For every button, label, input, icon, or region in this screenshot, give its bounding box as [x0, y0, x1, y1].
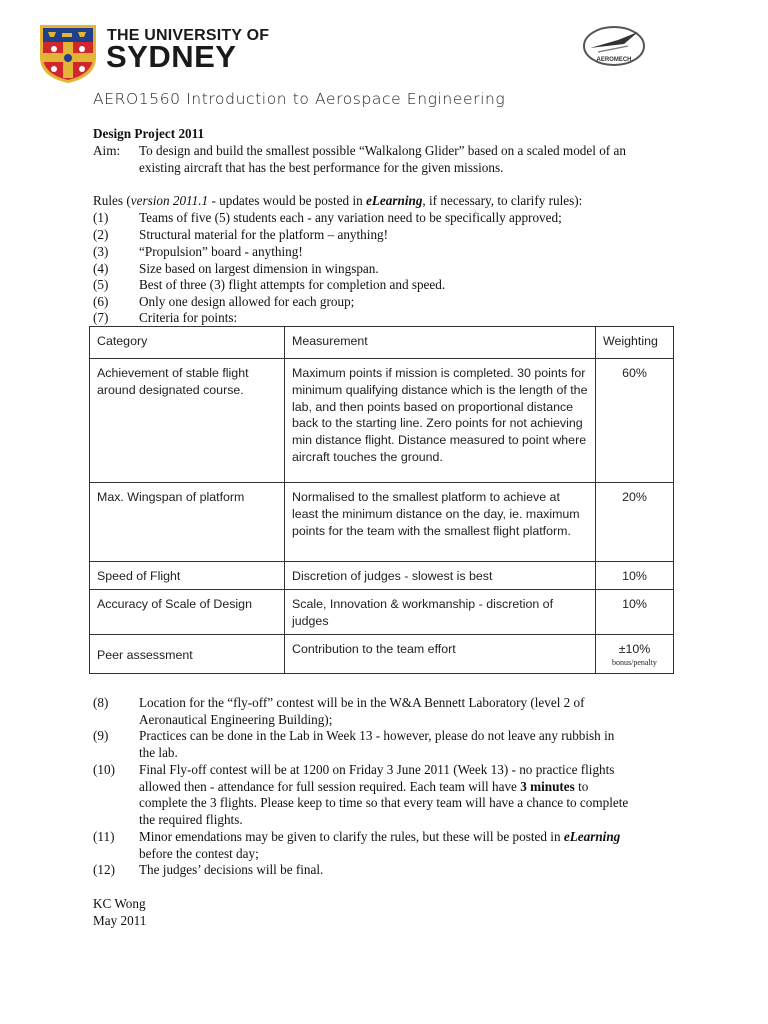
university-name-line1: THE UNIVERSITY OF [107, 27, 270, 44]
course-title: AERO1560 Introduction to Aerospace Engineering [93, 90, 506, 108]
rules-version: version 2011.1 [130, 193, 209, 208]
rule-number: (8) [93, 695, 109, 710]
category-cell: Achievement of stable flight around designated course. [90, 359, 285, 483]
rule-text-part: allowed then - attendance for full session required. Each team will have [139, 779, 521, 794]
category-cell: Speed of Flight [90, 562, 285, 590]
measurement-cell: Contribution to the team effort [285, 635, 596, 674]
rule-text: The judges’ decisions will be final. [139, 862, 324, 877]
table-row [90, 590, 674, 635]
table-row [90, 562, 674, 590]
weighting-cell: 60% [596, 359, 674, 483]
rules-intro-prefix: Rules ( [93, 193, 131, 208]
rule-elearning: eLearning [563, 829, 621, 844]
rule-number: (7) [93, 310, 109, 325]
table-row [90, 483, 674, 562]
rule-number: (3) [93, 244, 109, 259]
rule-text: Practices can be done in the Lab in Week 13 - however, please do not leave any rubbish in [139, 728, 615, 743]
weighting-cell: 10% [596, 590, 674, 635]
rule-text: Final Fly-off contest will be at 1200 on Friday 3 June 2011 (Week 13) - no practice flights [139, 762, 615, 777]
rule-text: Aeronautical Engineering Building); [139, 712, 333, 727]
weighting-value: ±10% [618, 642, 651, 656]
rule-number: (11) [93, 829, 115, 844]
document-date: May 2011 [93, 913, 147, 928]
rule-text: Structural material for the platform – anything! [139, 227, 389, 242]
aim-label: Aim: [93, 143, 121, 158]
weighting-cell: 20% [596, 483, 674, 562]
university-name-line2: SYDNEY [106, 39, 237, 74]
rule-number: (2) [93, 227, 109, 242]
measurement-cell: Scale, Innovation & workmanship - discretion of judges [285, 590, 596, 635]
weighting-note: bonus/penalty [612, 657, 657, 667]
rule-text-part: to [574, 779, 589, 794]
rule-number: (6) [93, 294, 109, 309]
rule-number: (9) [93, 728, 109, 743]
rule-number: (10) [93, 762, 115, 777]
table-header-cell: Weighting [596, 327, 674, 359]
category-cell: Max. Wingspan of platform [90, 483, 285, 562]
measurement-cell: Normalised to the smallest platform to achieve at least the minimum distance on the day, ie. maximum points for the team with the smallest flight platform. [285, 483, 596, 562]
rule-number: (12) [93, 862, 115, 877]
university-crest-icon [38, 23, 98, 85]
weighting-cell: 10% [596, 562, 674, 590]
rule-text [139, 829, 620, 846]
aim-line-1: To design and build the smallest possible “Walkalong Glider” based on a scaled model of an [139, 143, 626, 158]
rule-text: Location for the “fly-off” contest will be in the W&A Bennett Laboratory (level 2 of [139, 695, 585, 710]
table-header-cell: Measurement [285, 327, 596, 359]
table-header-row [90, 327, 674, 359]
category-cell: Peer assessment [90, 635, 285, 674]
weighting-cell [596, 635, 674, 674]
rule-text: Size based on largest dimension in wingspan. [139, 261, 379, 276]
author-name: KC Wong [93, 896, 146, 911]
rule-number: (5) [93, 277, 109, 292]
criteria-table [89, 326, 674, 674]
rule-text: the lab. [139, 745, 178, 760]
rules-intro-suffix: , if necessary, to clarify rules): [422, 193, 583, 208]
measurement-cell: Maximum points if mission is completed. 30 points for minimum qualifying distance which is the length of the lab, and then points based on proportional distance back to the starting line. Zero points for not achieving min distance flight. Distance measured to point where aircraft touches the ground. [285, 359, 596, 483]
rules-intro [93, 193, 582, 210]
measurement-cell: Discretion of judges - slowest is best [285, 562, 596, 590]
table-header-cell: Category [90, 327, 285, 359]
project-heading: Design Project 2011 [93, 126, 205, 141]
rule-number: (4) [93, 261, 109, 276]
aim-line-2: existing aircraft that has the best performance for the given missions. [139, 160, 504, 175]
table-row [90, 359, 674, 483]
rule-text-emphasis: 3 minutes [520, 779, 575, 794]
table-row [90, 635, 674, 674]
category-cell: Accuracy of Scale of Design [90, 590, 285, 635]
rule-text: the required flights. [139, 812, 243, 827]
rule-text: before the contest day; [139, 846, 259, 861]
rule-text: Teams of five (5) students each - any variation need to be specifically approved; [139, 210, 562, 225]
rule-text: Only one design allowed for each group; [139, 294, 355, 309]
aeromech-logo-text: AEROMECH [596, 57, 632, 63]
rules-elearning: eLearning [366, 193, 423, 208]
rule-text: Criteria for points: [139, 310, 238, 325]
rules-intro-middle: - updates would be posted in [208, 193, 366, 208]
rule-text [139, 779, 588, 796]
aeromech-logo-icon [578, 22, 650, 74]
rule-number: (1) [93, 210, 109, 225]
rule-text: complete the 3 flights. Please keep to time so that every team will have a chance to complete [139, 795, 629, 810]
rule-text: Best of three (3) flight attempts for completion and speed. [139, 277, 446, 292]
rule-text: “Propulsion” board - anything! [139, 244, 303, 259]
rule-text-part: Minor emendations may be given to clarify the rules, but these will be posted in [139, 829, 564, 844]
